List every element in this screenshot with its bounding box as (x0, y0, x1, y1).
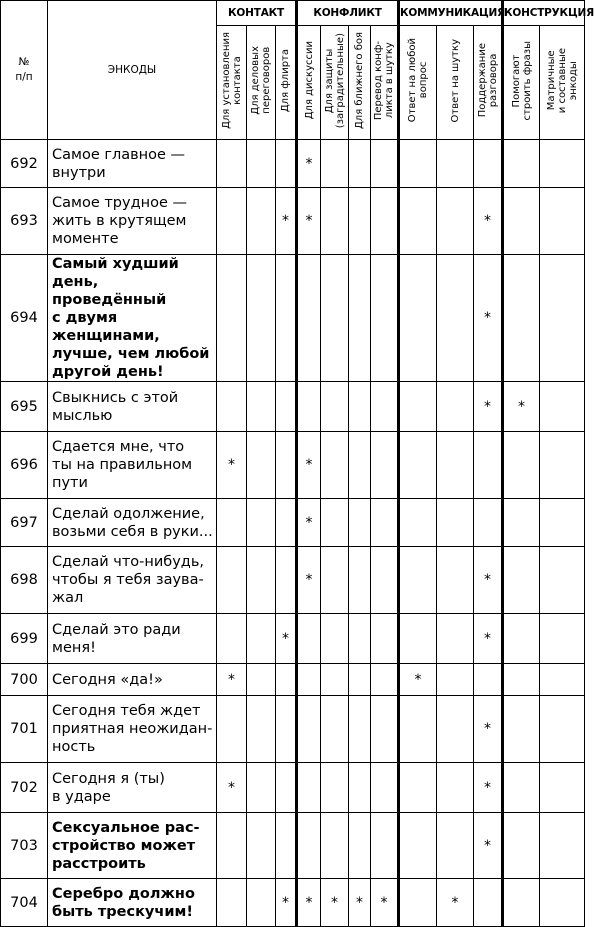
table-row (1, 664, 585, 696)
mark-cell (371, 255, 399, 382)
mark-cell (540, 547, 585, 614)
encode-text-line: внутри (52, 164, 106, 181)
mark-cell (276, 255, 297, 382)
mark-cell (321, 547, 349, 614)
mark-cell (371, 696, 399, 763)
table-row (1, 696, 585, 763)
mark-cell (399, 432, 437, 499)
encode-text-line: ты на правильном (52, 457, 193, 473)
row-number: 697 (1, 499, 48, 547)
encode-text-line: с двумя женщинами, (52, 310, 160, 344)
table-row (1, 813, 585, 879)
encode-text (48, 763, 217, 813)
mark-cell (276, 696, 297, 763)
mark-cell (474, 499, 503, 547)
mark-cell (349, 382, 371, 432)
encode-text (48, 140, 217, 188)
table-row (1, 188, 585, 255)
mark-cell (276, 432, 297, 499)
encode-text-line: Сделай что-нибудь, (52, 554, 204, 570)
mark-cell (540, 255, 585, 382)
mark-cell (247, 140, 276, 188)
mark-cell (247, 547, 276, 614)
column-header (217, 26, 247, 140)
mark-cell (399, 140, 437, 188)
mark-cell (437, 140, 474, 188)
asterisk-mark: * (349, 879, 371, 927)
encode-text-line: возьми себя в руки... (52, 523, 213, 540)
encode-text (48, 696, 217, 763)
mark-cell (371, 499, 399, 547)
mark-cell (217, 382, 247, 432)
mark-cell (321, 696, 349, 763)
encode-text-line: Сделай это ради (52, 621, 181, 638)
mark-cell (321, 664, 349, 696)
mark-cell (540, 499, 585, 547)
asterisk-mark: * (474, 382, 503, 432)
mark-cell (437, 255, 474, 382)
encode-text-line: Серебро должно (52, 885, 195, 902)
mark-cell (217, 188, 247, 255)
mark-cell (540, 813, 585, 879)
mark-cell (503, 499, 540, 547)
mark-cell (503, 255, 540, 382)
encode-text-line: Самое главное — (52, 146, 186, 163)
mark-cell (217, 255, 247, 382)
mark-cell (297, 664, 321, 696)
mark-cell (503, 696, 540, 763)
mark-cell (247, 763, 276, 813)
column-header-label: Ответ на любой вопрос (407, 38, 429, 123)
mark-cell (399, 614, 437, 664)
mark-cell (371, 813, 399, 879)
encode-text-line: Сегодня тебя ждет (52, 703, 201, 719)
row-number: 698 (1, 547, 48, 614)
mark-cell (371, 382, 399, 432)
mark-cell (217, 696, 247, 763)
encode-text-line: стройство может (52, 837, 196, 854)
mark-cell (349, 614, 371, 664)
column-header-label: Перевод конф- ликта в шутку (373, 40, 395, 121)
encode-text (48, 879, 217, 927)
encode-text-line: Сегодня я (ты) (52, 770, 165, 787)
mark-cell (247, 432, 276, 499)
asterisk-mark: * (297, 879, 321, 927)
encode-text-line: в ударе (52, 788, 111, 805)
mark-cell (321, 763, 349, 813)
encode-text-line: Сегодня «да!» (52, 671, 163, 688)
row-number: 699 (1, 614, 48, 664)
mark-cell (437, 763, 474, 813)
group-header: КОНТАКТ (217, 1, 297, 26)
mark-cell (247, 696, 276, 763)
mark-cell (503, 547, 540, 614)
column-header (437, 26, 474, 140)
encode-text-line: Свыкнись с этой (52, 389, 179, 406)
column-header-label: Для ближнего боя (354, 31, 365, 129)
asterisk-mark: * (399, 664, 437, 696)
table-row (1, 614, 585, 664)
mark-cell (371, 140, 399, 188)
mark-cell (437, 499, 474, 547)
encode-text-line: жал (52, 590, 84, 606)
column-header (349, 26, 371, 140)
asterisk-mark: * (297, 547, 321, 614)
mark-cell (217, 140, 247, 188)
mark-cell (247, 614, 276, 664)
asterisk-mark: * (276, 188, 297, 255)
column-header (503, 26, 540, 140)
encode-text-line: ность (52, 739, 96, 755)
mark-cell (399, 879, 437, 927)
table-header (1, 1, 594, 140)
table-row (1, 255, 585, 382)
asterisk-mark: * (217, 763, 247, 813)
asterisk-mark: * (297, 188, 321, 255)
column-header-label: Для деловых переговоров (250, 46, 272, 115)
mark-cell (371, 664, 399, 696)
encode-text-line: Самое трудное — (52, 195, 187, 211)
mark-cell (217, 547, 247, 614)
column-header (474, 26, 503, 140)
mark-cell (247, 813, 276, 879)
encode-text-line: Сдается мне, что (52, 439, 185, 455)
mark-cell (371, 188, 399, 255)
mark-cell (247, 499, 276, 547)
mark-cell (503, 879, 540, 927)
mark-cell (349, 696, 371, 763)
row-number: 696 (1, 432, 48, 499)
table-row (1, 763, 585, 813)
mark-cell (276, 813, 297, 879)
mark-cell (371, 432, 399, 499)
encode-text-line: жить в крутящем (52, 213, 187, 229)
asterisk-mark: * (474, 813, 503, 879)
group-header: КОНФЛИКТ (297, 1, 399, 26)
encode-text (48, 547, 217, 614)
encode-text-line: пути (52, 475, 88, 491)
column-header (247, 26, 276, 140)
encode-text-line: Сделай одолжение, (52, 505, 205, 522)
mark-cell (321, 255, 349, 382)
mark-cell (247, 255, 276, 382)
encode-text-line: приятная неожидан- (52, 721, 213, 737)
table-row (1, 140, 585, 188)
column-header-label: Помогают строить фразы (510, 40, 533, 121)
mark-cell (503, 432, 540, 499)
mark-cell (399, 547, 437, 614)
mark-cell (503, 664, 540, 696)
column-header-label: Для дискуссии (303, 41, 315, 120)
number-column-header: № п/п (1, 1, 48, 140)
column-header (540, 26, 585, 140)
column-header-label: Для флирта (280, 48, 291, 113)
mark-cell (399, 696, 437, 763)
mark-cell (247, 879, 276, 927)
mark-cell (399, 499, 437, 547)
mark-cell (247, 188, 276, 255)
column-header-label: Матричные и составные энкоды (545, 47, 579, 114)
mark-cell (503, 614, 540, 664)
mark-cell (503, 188, 540, 255)
mark-cell (371, 763, 399, 813)
mark-cell (540, 432, 585, 499)
column-header-label: Поддержание разговора (476, 43, 499, 118)
group-header: КОММУНИКАЦИЯ (399, 1, 503, 26)
mark-cell (474, 879, 503, 927)
mark-cell (349, 499, 371, 547)
encode-text-line: чтобы я тебя заува- (52, 572, 204, 588)
mark-cell (399, 763, 437, 813)
encode-text-line: быть трескучим! (52, 903, 193, 920)
mark-cell (349, 813, 371, 879)
column-header (321, 26, 349, 140)
mark-cell (217, 499, 247, 547)
mark-cell (217, 614, 247, 664)
mark-cell (349, 547, 371, 614)
mark-cell (349, 255, 371, 382)
mark-cell (297, 813, 321, 879)
mark-cell (349, 763, 371, 813)
encode-text (48, 188, 217, 255)
row-number: 693 (1, 188, 48, 255)
mark-cell (399, 255, 437, 382)
mark-cell (437, 188, 474, 255)
asterisk-mark: * (474, 255, 503, 382)
mark-cell (276, 664, 297, 696)
asterisk-mark: * (297, 499, 321, 547)
mark-cell (371, 614, 399, 664)
mark-cell (276, 763, 297, 813)
encode-text-line: моменте (52, 231, 119, 247)
column-header (399, 26, 437, 140)
header-group-row (1, 1, 585, 26)
mark-cell (321, 499, 349, 547)
table-row (1, 547, 585, 614)
mark-cell (540, 614, 585, 664)
mark-cell (437, 547, 474, 614)
mark-cell (276, 140, 297, 188)
asterisk-mark: * (297, 432, 321, 499)
asterisk-mark: * (297, 140, 321, 188)
mark-cell (349, 188, 371, 255)
mark-cell (540, 696, 585, 763)
row-number: 702 (1, 763, 48, 813)
row-number: 694 (1, 255, 48, 382)
asterisk-mark: * (474, 763, 503, 813)
encode-text (48, 432, 217, 499)
encode-text (48, 664, 217, 696)
encode-text-line: Самый худший (52, 256, 179, 272)
mark-cell (399, 188, 437, 255)
encode-text-line: Сексуальное рас- (52, 819, 200, 836)
encode-text (48, 255, 217, 382)
row-number: 700 (1, 664, 48, 696)
mark-cell (247, 664, 276, 696)
asterisk-mark: * (474, 188, 503, 255)
encode-text-line: день, проведённый (52, 274, 167, 308)
column-header-label: Для защиты (заградительные) (323, 32, 346, 129)
row-number: 701 (1, 696, 48, 763)
mark-cell (276, 499, 297, 547)
asterisk-mark: * (217, 664, 247, 696)
table-row (1, 499, 585, 547)
column-header (276, 26, 297, 140)
row-number: 703 (1, 813, 48, 879)
mark-cell (297, 696, 321, 763)
mark-cell (437, 382, 474, 432)
asterisk-mark: * (371, 879, 399, 927)
encode-text (48, 499, 217, 547)
mark-cell (474, 432, 503, 499)
encode-text (48, 382, 217, 432)
mark-cell (371, 547, 399, 614)
mark-cell (276, 547, 297, 614)
encode-text-line: другой день! (52, 364, 164, 380)
table-body (1, 140, 585, 927)
mark-cell (321, 813, 349, 879)
mark-cell (437, 696, 474, 763)
asterisk-mark: * (474, 547, 503, 614)
mark-cell (474, 664, 503, 696)
mark-cell (437, 432, 474, 499)
column-header (371, 26, 399, 140)
mark-cell (349, 432, 371, 499)
mark-cell (297, 382, 321, 432)
row-number: 704 (1, 879, 48, 927)
mark-cell (321, 188, 349, 255)
row-number: 692 (1, 140, 48, 188)
column-header-label: Для установления контакта (220, 32, 243, 129)
mark-cell (276, 382, 297, 432)
mark-cell (297, 255, 321, 382)
mark-cell (540, 382, 585, 432)
encode-text (48, 614, 217, 664)
asterisk-mark: * (321, 879, 349, 927)
column-header-label: Ответ на шутку (449, 38, 461, 123)
asterisk-mark: * (217, 432, 247, 499)
table-row (1, 382, 585, 432)
mark-cell (503, 763, 540, 813)
asterisk-mark: * (474, 696, 503, 763)
asterisk-mark: * (474, 614, 503, 664)
mark-cell (503, 140, 540, 188)
mark-cell (474, 140, 503, 188)
mark-cell (297, 763, 321, 813)
mark-cell (349, 140, 371, 188)
asterisk-mark: * (276, 879, 297, 927)
row-number: 695 (1, 382, 48, 432)
encode-text (48, 813, 217, 879)
asterisk-mark: * (503, 382, 540, 432)
encode-text-line: расстроить (52, 855, 146, 872)
asterisk-mark: * (276, 614, 297, 664)
mark-cell (540, 188, 585, 255)
mark-cell (540, 664, 585, 696)
mark-cell (321, 432, 349, 499)
mark-cell (437, 664, 474, 696)
asterisk-mark: * (437, 879, 474, 927)
mark-cell (217, 879, 247, 927)
mark-cell (437, 614, 474, 664)
mark-cell (217, 813, 247, 879)
mark-cell (503, 813, 540, 879)
mark-cell (247, 382, 276, 432)
mark-cell (321, 382, 349, 432)
mark-cell (399, 382, 437, 432)
table-row (1, 432, 585, 499)
mark-cell (540, 140, 585, 188)
mark-cell (437, 813, 474, 879)
encode-text-line: мыслью (52, 407, 113, 424)
mark-cell (540, 879, 585, 927)
mark-cell (540, 763, 585, 813)
encodes-column-header: ЭНКОДЫ (48, 1, 217, 140)
mark-cell (349, 664, 371, 696)
encode-text-line: лучше, чем любой (52, 346, 210, 362)
table-row (1, 879, 585, 927)
mark-cell (321, 614, 349, 664)
group-header: КОНСТРУКЦИЯ (503, 1, 585, 26)
column-header (297, 26, 321, 140)
mark-cell (321, 140, 349, 188)
mark-cell (399, 813, 437, 879)
encode-text-line: меня! (52, 639, 96, 656)
mark-cell (297, 614, 321, 664)
